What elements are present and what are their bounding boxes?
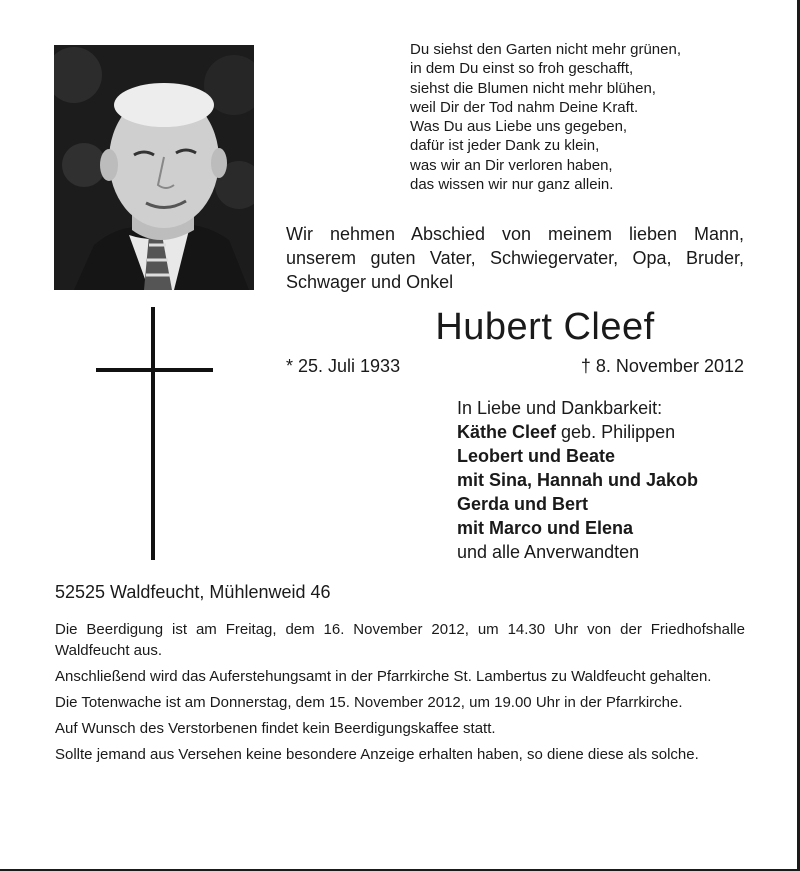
poem-line: Du siehst den Garten nicht mehr grünen, <box>410 41 681 58</box>
notice-paragraph: Die Totenwache ist am Donnerstag, dem 15. November 2012, um 19.00 Uhr in der Pfarrkirche. <box>55 694 683 711</box>
mourner-line: mit Sina, Hannah und Jakob <box>457 470 699 490</box>
mourner-line: mit Marco und Elena <box>457 518 634 538</box>
notice-paragraph: Die Beerdigung ist am Freitag, dem 16. November 2012, um 14.30 Uhr von der Friedhofshalle Waldfeucht aus. <box>55 621 745 659</box>
death-date: † 8. November 2012 <box>580 356 744 376</box>
poem-line: was wir an Dir verloren haben, <box>410 156 613 174</box>
notice-paragraph: Sollte jemand aus Versehen keine besondere Anzeige erhalten haben, so diene diese als solche. <box>55 746 699 763</box>
funeral-notices <box>55 619 745 770</box>
widow-name: Käthe Cleef <box>457 422 557 442</box>
birth-date: * 25. Juli 1933 <box>286 356 401 376</box>
poem-line: das wissen wir nur ganz allein. <box>410 176 614 194</box>
poem-line: Was Du aus Liebe uns gegeben, <box>410 118 628 136</box>
mourner-line: Gerda und Bert <box>457 494 589 514</box>
mourners-closing: und alle Anverwandten <box>457 542 640 562</box>
notice-paragraph: Anschließend wird das Auferstehungsamt in der Pfarrkirche St. Lambertus zu Waldfeucht gehalten. <box>55 668 712 685</box>
poem-line: weil Dir der Tod nahm Deine Kraft. <box>410 98 639 116</box>
mourners-heading: In Liebe und Dankbarkeit: <box>457 398 663 418</box>
mourner-line: Leobert und Beate <box>457 446 616 466</box>
deceased-name: Hubert Cleef <box>435 306 655 348</box>
address: 52525 Waldfeucht, Mühlenweid 46 <box>55 582 331 602</box>
mourners-list <box>457 396 757 564</box>
poem <box>410 40 750 194</box>
poem-line: dafür ist jeder Dank zu klein, <box>410 137 600 155</box>
cross-icon-bar <box>96 368 213 372</box>
notice-paragraph: Auf Wunsch des Verstorbenen findet kein Beerdigungskaffee statt. <box>55 720 496 737</box>
cross-icon <box>151 307 155 560</box>
portrait-photo <box>54 45 254 290</box>
widow-maiden-name: geb. Philippen <box>556 422 676 442</box>
poem-line: siehst die Blumen nicht mehr blühen, <box>410 79 656 97</box>
mourner-line <box>457 420 757 444</box>
poem-line: in dem Du einst so froh geschafft, <box>410 60 634 78</box>
farewell-intro: Wir nehmen Abschied von meinem lieben Mann, unserem guten Vater, Schwiegervater, Opa, Bruder, Schwager und Onkel <box>286 224 744 292</box>
